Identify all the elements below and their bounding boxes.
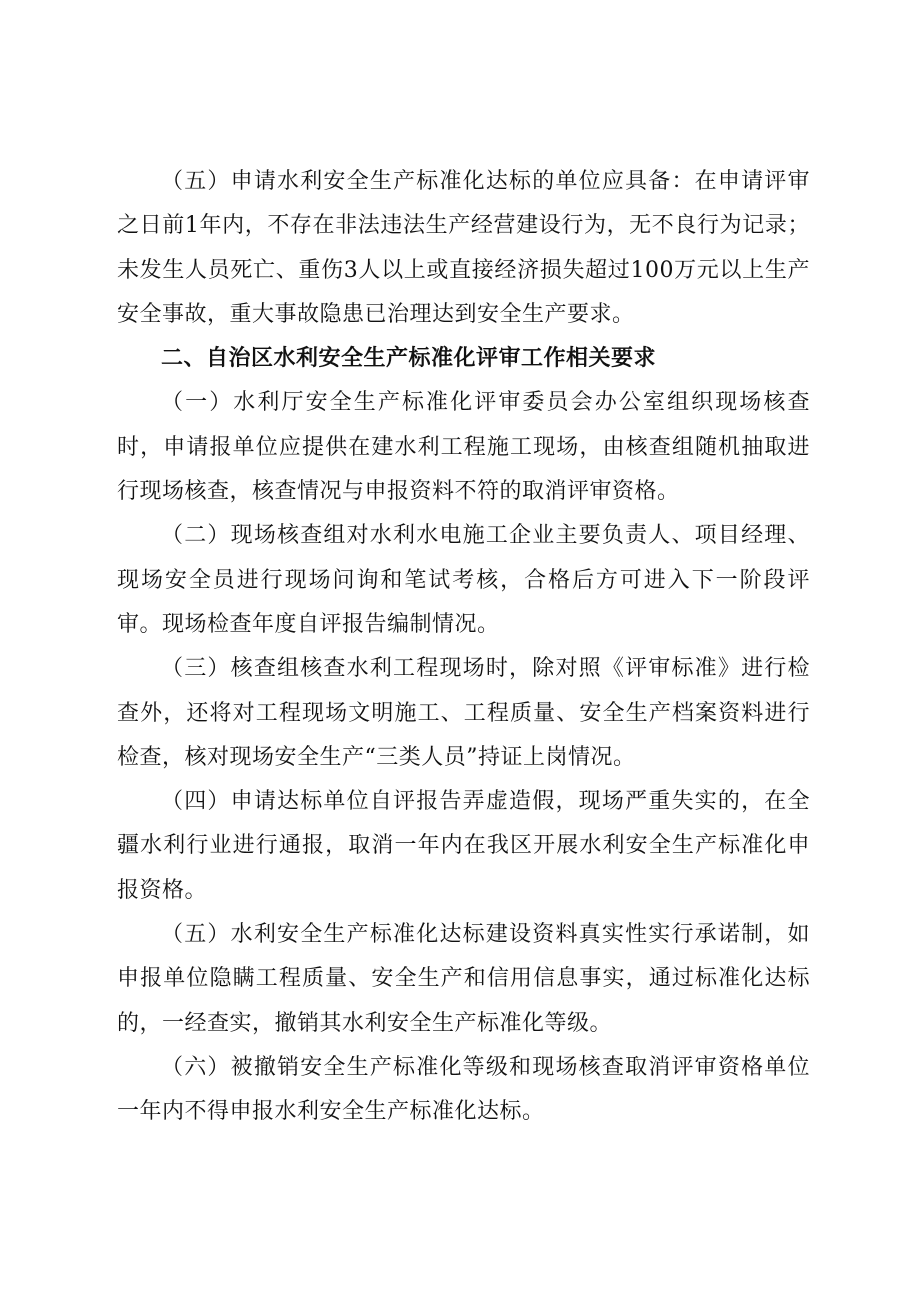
paragraph-item-5: （五）水利安全生产标准化达标建设资料真实性实行承诺制，如申报单位隐瞒工程质量、安全生产和信用信息事实，通过标准化达标的，一经查实，撤销其水利安全生产标准化等级。	[117, 922, 810, 1036]
paragraph-item-6: （六）被撤销安全生产标准化等级和现场核查取消评审资格单位一年内不得申报水利安全生产标准化达标。	[117, 1054, 810, 1125]
paragraph-item-3: （三）核查组核查水利工程现场时，除对照《评审标准》进行检查外，还将对工程现场文明施工、工程质量、安全生产档案资料进行检查，核对现场安全生产“三类人员”持证上岗情况。	[117, 656, 810, 770]
paragraph-item-2: （二）现场核查组对水利水电施工企业主要负责人、项目经理、现场安全员进行现场问询和笔试考核，合格后方可进入下一阶段评审。现场检查年度自评报告编制情况。	[117, 523, 810, 637]
section-heading: 二、自治区水利安全生产标准化评审工作相关要求	[161, 346, 657, 372]
paragraph-item-4: （四）申请达标单位自评报告弄虚造假，现场严重失实的，在全疆水利行业进行通报，取消一年内在我区开展水利安全生产标准化申报资格。	[117, 789, 810, 903]
document-page	[117, 160, 810, 1135]
paragraph-requirement-5: （五）申请水利安全生产标准化达标的单位应具备：在申请评审之日前1年内，不存在非法违法生产经营建设行为，无不良行为记录；未发生人员死亡、重伤3人以上或直接经济损失超过100万元以上生产安全事故，重大事故隐患已治理达到安全生产要求。	[117, 169, 810, 327]
paragraph-item-1: （一）水利厅安全生产标准化评审委员会办公室组织现场核查时，申请报单位应提供在建水利工程施工现场，由核查组随机抽取进行现场核查，核查情况与申报资料不符的取消评审资格。	[117, 390, 810, 505]
